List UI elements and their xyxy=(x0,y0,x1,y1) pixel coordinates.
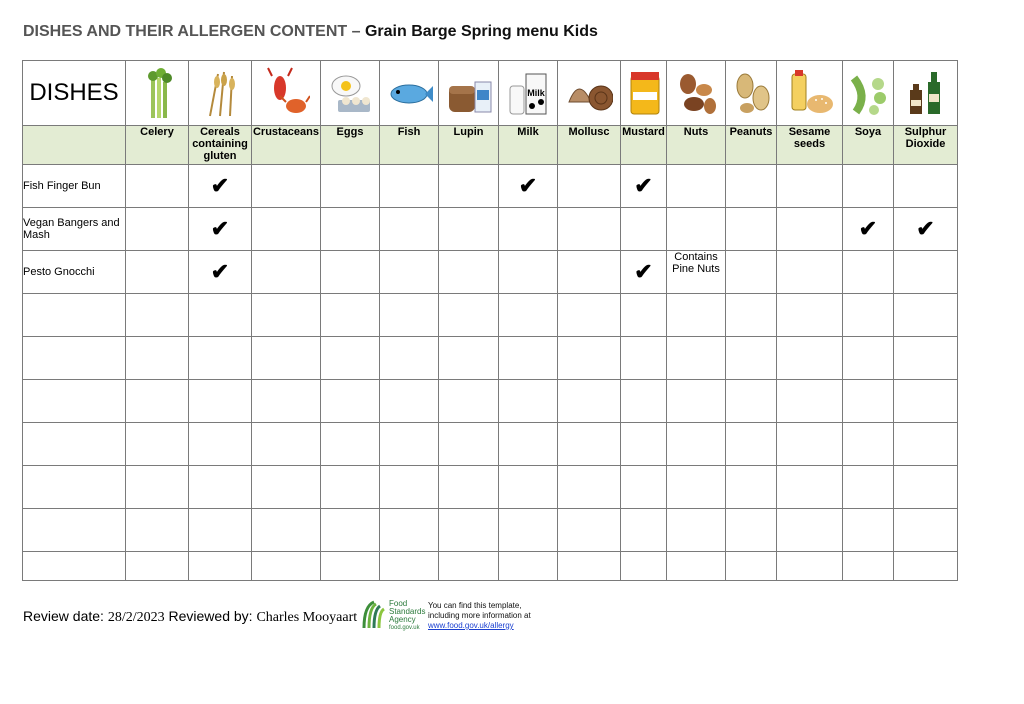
empty-cell xyxy=(439,552,499,581)
empty-cell xyxy=(126,509,189,552)
fsa-line: Standards xyxy=(389,607,426,616)
dish-name xyxy=(23,509,126,552)
empty-cell xyxy=(189,423,252,466)
allergen-icon-cell xyxy=(252,61,321,126)
dishes-header: DISHES xyxy=(23,61,126,126)
empty-cell xyxy=(499,509,558,552)
check-mark-cell: ✔ xyxy=(843,208,894,251)
empty-cell xyxy=(621,208,667,251)
table-row xyxy=(23,251,958,294)
dish-name xyxy=(23,294,126,337)
allergen-label: Cereals containing gluten xyxy=(189,126,252,165)
empty-cell xyxy=(726,337,777,380)
allergen-label: Milk xyxy=(499,126,558,165)
empty-cell xyxy=(726,208,777,251)
check-mark-cell: ✔ xyxy=(621,165,667,208)
allergen-label: Peanuts xyxy=(726,126,777,165)
empty-cell xyxy=(777,337,843,380)
empty-cell xyxy=(499,380,558,423)
reviewed-by-label: Reviewed by: xyxy=(164,608,257,624)
empty-cell xyxy=(777,165,843,208)
empty-cell xyxy=(667,294,726,337)
empty-cell xyxy=(439,337,499,380)
check-mark-cell: ✔ xyxy=(621,251,667,294)
empty-cell xyxy=(558,466,621,509)
empty-cell xyxy=(380,251,439,294)
empty-cell xyxy=(439,294,499,337)
empty-cell xyxy=(843,552,894,581)
allergen-icon-cell xyxy=(499,61,558,126)
info-line-1: You can find this template, xyxy=(428,601,522,610)
empty-cell xyxy=(321,423,380,466)
dish-name: Vegan Bangers and Mash xyxy=(23,208,126,251)
empty-cell xyxy=(558,552,621,581)
fsa-line: Food xyxy=(389,599,408,608)
fsa-line: food.gov.uk xyxy=(389,625,420,631)
empty-cell xyxy=(843,251,894,294)
empty-cell xyxy=(726,509,777,552)
allergen-icon-cell xyxy=(126,61,189,126)
empty-cell xyxy=(894,337,958,380)
template-info xyxy=(428,601,531,631)
allergen-icon-cell xyxy=(843,61,894,126)
empty-cell xyxy=(126,251,189,294)
empty-cell xyxy=(321,251,380,294)
empty-cell xyxy=(321,294,380,337)
empty-cell xyxy=(621,466,667,509)
empty-cell xyxy=(894,380,958,423)
table-row xyxy=(23,552,958,581)
check-mark-cell: ✔ xyxy=(499,165,558,208)
table-row xyxy=(23,337,958,380)
empty-cell xyxy=(252,380,321,423)
empty-cell xyxy=(380,509,439,552)
empty-cell xyxy=(439,509,499,552)
check-mark-cell: ✔ xyxy=(189,208,252,251)
title-menu-name: Grain Barge Spring menu Kids xyxy=(364,23,598,40)
sesame-icon xyxy=(786,66,834,120)
empty-cell xyxy=(894,423,958,466)
empty-cell xyxy=(558,251,621,294)
empty-cell xyxy=(321,466,380,509)
empty-cell xyxy=(499,552,558,581)
empty-cell xyxy=(189,466,252,509)
allergen-icon-cell xyxy=(894,61,958,126)
empty-cell xyxy=(252,509,321,552)
review-date: 28/2/2023 xyxy=(107,610,165,625)
empty-cell xyxy=(777,423,843,466)
check-mark-cell: ✔ xyxy=(189,251,252,294)
empty-cell xyxy=(189,380,252,423)
check-mark-cell: ✔ xyxy=(189,165,252,208)
empty-cell xyxy=(439,251,499,294)
table-row xyxy=(23,208,958,251)
empty-cell xyxy=(621,509,667,552)
fsa-wordmark xyxy=(389,600,425,632)
milk-icon xyxy=(504,66,552,120)
allergen-label: Fish xyxy=(380,126,439,165)
empty-cell xyxy=(843,380,894,423)
empty-cell xyxy=(321,380,380,423)
wheat-icon xyxy=(196,66,244,120)
empty-cell xyxy=(667,509,726,552)
empty-cell xyxy=(726,380,777,423)
empty-cell xyxy=(126,294,189,337)
empty-cell xyxy=(667,337,726,380)
empty-cell xyxy=(321,337,380,380)
empty-cell xyxy=(380,165,439,208)
table-row xyxy=(23,423,958,466)
empty-cell xyxy=(558,509,621,552)
allergen-label: Sulphur Dioxide xyxy=(894,126,958,165)
dish-name xyxy=(23,423,126,466)
title-prefix: DISHES AND THEIR ALLERGEN CONTENT – xyxy=(23,23,365,40)
empty-cell xyxy=(252,165,321,208)
dish-name xyxy=(23,552,126,581)
empty-cell xyxy=(126,165,189,208)
empty-cell xyxy=(126,423,189,466)
empty-cell xyxy=(667,466,726,509)
allergen-note-cell: Contains Pine Nuts xyxy=(667,251,726,294)
empty-cell xyxy=(126,380,189,423)
empty-cell xyxy=(558,208,621,251)
celery-icon xyxy=(133,66,181,120)
empty-cell xyxy=(126,552,189,581)
empty-cell xyxy=(126,466,189,509)
info-line-2: including more information at xyxy=(428,611,531,620)
allergen-label: Sesame seeds xyxy=(777,126,843,165)
empty-cell xyxy=(499,294,558,337)
empty-cell xyxy=(321,208,380,251)
allergen-icon-cell xyxy=(667,61,726,126)
empty-cell xyxy=(380,380,439,423)
empty-cell xyxy=(621,380,667,423)
review-line xyxy=(23,608,357,626)
empty-cell xyxy=(252,552,321,581)
dish-name xyxy=(23,337,126,380)
empty-cell xyxy=(777,208,843,251)
empty-cell xyxy=(380,337,439,380)
allergen-table xyxy=(22,60,958,581)
empty-cell xyxy=(777,552,843,581)
allergen-icon-cell xyxy=(380,61,439,126)
empty-cell xyxy=(894,552,958,581)
empty-cell xyxy=(777,509,843,552)
allergen-label: Mollusc xyxy=(558,126,621,165)
table-row xyxy=(23,380,958,423)
empty-cell xyxy=(189,509,252,552)
empty-cell xyxy=(667,165,726,208)
empty-cell xyxy=(726,552,777,581)
sulphur-dioxide-icon xyxy=(902,66,950,120)
allergen-icon-cell xyxy=(189,61,252,126)
empty-cell xyxy=(252,251,321,294)
empty-cell xyxy=(252,423,321,466)
empty-cell xyxy=(843,466,894,509)
empty-cell xyxy=(499,337,558,380)
empty-cell xyxy=(380,423,439,466)
empty-cell xyxy=(726,466,777,509)
soya-icon xyxy=(844,66,892,120)
allergen-label: Soya xyxy=(843,126,894,165)
table-row xyxy=(23,509,958,552)
dish-name xyxy=(23,466,126,509)
empty-cell xyxy=(252,337,321,380)
empty-cell xyxy=(843,294,894,337)
empty-cell xyxy=(621,423,667,466)
empty-cell xyxy=(499,208,558,251)
dish-name: Pesto Gnocchi xyxy=(23,251,126,294)
lupin-icon xyxy=(445,66,493,120)
empty-cell xyxy=(558,294,621,337)
fish-icon xyxy=(385,66,433,120)
empty-cell xyxy=(321,552,380,581)
empty-cell xyxy=(439,423,499,466)
empty-cell xyxy=(558,380,621,423)
page-title xyxy=(23,23,598,41)
empty-cell xyxy=(843,337,894,380)
nuts-icon xyxy=(672,66,720,120)
empty-cell xyxy=(726,165,777,208)
dish-name: Fish Finger Bun xyxy=(23,165,126,208)
empty-cell xyxy=(189,552,252,581)
empty-cell xyxy=(667,423,726,466)
allergen-label: Nuts xyxy=(667,126,726,165)
empty-cell xyxy=(667,380,726,423)
empty-cell xyxy=(321,165,380,208)
empty-cell xyxy=(726,423,777,466)
allergen-icon-cell xyxy=(621,61,667,126)
allergen-icon-cell xyxy=(558,61,621,126)
empty-cell xyxy=(621,552,667,581)
empty-cell xyxy=(126,337,189,380)
empty-cell xyxy=(499,466,558,509)
mustard-icon xyxy=(621,66,669,120)
review-date-label: Review date: xyxy=(23,608,108,624)
empty-cell xyxy=(439,380,499,423)
empty-cell xyxy=(726,294,777,337)
empty-cell xyxy=(726,251,777,294)
empty-cell xyxy=(777,294,843,337)
empty-cell xyxy=(558,165,621,208)
empty-cell xyxy=(843,165,894,208)
empty-cell xyxy=(621,294,667,337)
empty-cell xyxy=(252,208,321,251)
empty-cell xyxy=(189,294,252,337)
empty-cell xyxy=(667,552,726,581)
empty-cell xyxy=(777,466,843,509)
empty-cell xyxy=(667,208,726,251)
empty-cell xyxy=(380,294,439,337)
table-row xyxy=(23,466,958,509)
empty-cell xyxy=(843,423,894,466)
svg-text:Milk: Milk xyxy=(527,88,545,98)
allergy-link[interactable]: www.food.gov.uk/allergy xyxy=(428,621,514,630)
empty-cell xyxy=(894,294,958,337)
empty-cell xyxy=(439,466,499,509)
empty-cell xyxy=(894,251,958,294)
peanut-icon xyxy=(727,66,775,120)
empty-cell xyxy=(894,509,958,552)
empty-cell xyxy=(380,466,439,509)
empty-cell xyxy=(252,294,321,337)
empty-cell xyxy=(380,552,439,581)
empty-cell xyxy=(894,466,958,509)
empty-cell xyxy=(558,337,621,380)
allergen-label: Lupin xyxy=(439,126,499,165)
empty-cell xyxy=(439,208,499,251)
empty-cell xyxy=(777,251,843,294)
empty-cell xyxy=(499,251,558,294)
empty-cell xyxy=(843,509,894,552)
empty-cell xyxy=(499,423,558,466)
empty-cell xyxy=(321,509,380,552)
allergen-label: Eggs xyxy=(321,126,380,165)
allergen-label: Celery xyxy=(126,126,189,165)
mollusc-icon xyxy=(565,66,613,120)
empty-cell xyxy=(252,466,321,509)
egg-icon xyxy=(326,66,374,120)
allergen-icon-cell xyxy=(777,61,843,126)
footer xyxy=(23,600,623,636)
dish-name xyxy=(23,380,126,423)
table-row xyxy=(23,294,958,337)
empty-cell xyxy=(894,165,958,208)
table-row xyxy=(23,165,958,208)
allergen-icon-cell xyxy=(439,61,499,126)
empty-cell xyxy=(439,165,499,208)
empty-cell xyxy=(777,380,843,423)
empty-cell xyxy=(380,208,439,251)
allergen-label: Crustaceans xyxy=(252,126,321,165)
empty-cell xyxy=(189,337,252,380)
allergen-icon-cell xyxy=(321,61,380,126)
crustacean-icon xyxy=(262,66,310,120)
allergen-icon-cell xyxy=(726,61,777,126)
label-corner xyxy=(23,126,126,165)
allergen-label: Mustard xyxy=(621,126,667,165)
fsa-line: Agency xyxy=(389,615,416,624)
empty-cell xyxy=(126,208,189,251)
empty-cell xyxy=(558,423,621,466)
empty-cell xyxy=(621,337,667,380)
reviewer-name: Charles Mooyaart xyxy=(256,610,358,625)
check-mark-cell: ✔ xyxy=(894,208,958,251)
